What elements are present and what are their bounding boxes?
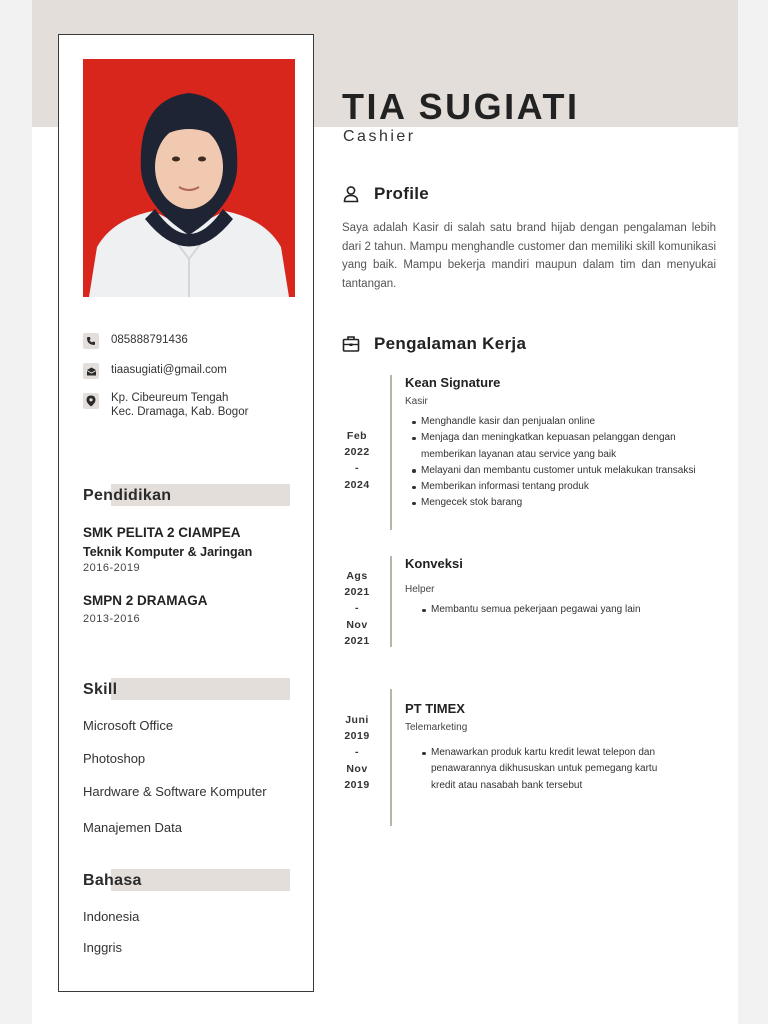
job-entry-3 bbox=[405, 701, 705, 794]
skill-item: Hardware & Software Komputer bbox=[83, 784, 267, 799]
duty-item: Menghandle kasir dan penjualan online bbox=[405, 414, 705, 430]
email-address: tiaasugiati@gmail.com bbox=[111, 364, 227, 376]
portrait-illustration bbox=[83, 59, 295, 297]
briefcase-icon bbox=[342, 335, 360, 353]
profile-photo bbox=[83, 59, 295, 297]
job-position: Kasir bbox=[405, 396, 428, 407]
job-position: Telemarketing bbox=[405, 722, 468, 733]
duty-item: Memberikan informasi tentang produk bbox=[405, 479, 705, 495]
duty-item: Menjaga dan meningkatkan kepuasan pelanggan dengan memberikan layanan atau service yang baik bbox=[405, 430, 705, 463]
contact-address bbox=[83, 391, 303, 419]
education-years-2: 2013-2016 bbox=[83, 613, 141, 625]
language-item: Indonesia bbox=[83, 909, 140, 924]
contact-phone bbox=[83, 333, 303, 349]
address-line-2: Kec. Dramaga, Kab. Bogor bbox=[111, 406, 249, 418]
profile-heading: Profile bbox=[342, 184, 429, 204]
education-heading: Pendidikan bbox=[83, 484, 290, 506]
skill-item: Microsoft Office bbox=[83, 718, 174, 733]
job-entry-1 bbox=[405, 375, 705, 512]
timeline-line-2 bbox=[390, 556, 392, 647]
education-years-1: 2016-2019 bbox=[83, 562, 141, 574]
duty-item: Melayani dan membantu customer untuk melakukan transaksi bbox=[405, 463, 705, 479]
timeline-line-3 bbox=[390, 689, 392, 826]
sidebar bbox=[58, 34, 314, 992]
job-entry-2 bbox=[405, 556, 705, 618]
language-heading: Bahasa bbox=[83, 869, 290, 891]
phone-icon bbox=[83, 333, 99, 349]
language-item: Inggris bbox=[83, 940, 123, 955]
user-icon bbox=[342, 185, 360, 203]
profile-summary: Saya adalah Kasir di salah satu brand hijab dengan pengalaman lebih dari 2 tahun. Mampu menghandle customer dan memiliki skill komunikasi yang baik. Mampu bekerja mandiri maupun dalam tim dan menyukai tantangan. bbox=[342, 222, 716, 290]
company-name: PT TIMEX bbox=[405, 701, 465, 716]
job-duties bbox=[405, 414, 705, 512]
address-line-1: Kp. Cibeureum Tengah bbox=[111, 392, 229, 404]
contact-email bbox=[83, 363, 303, 379]
location-pin-icon bbox=[83, 393, 99, 409]
job-position: Helper bbox=[405, 584, 435, 595]
education-school-1: SMK PELITA 2 CIAMPEA bbox=[83, 525, 241, 540]
mail-icon bbox=[83, 363, 99, 379]
resume-page bbox=[32, 0, 738, 1024]
education-major-1: Teknik Komputer & Jaringan bbox=[83, 545, 253, 559]
skill-heading: Skill bbox=[83, 678, 290, 700]
skill-item: Manajemen Data bbox=[83, 820, 182, 835]
education-school-2: SMPN 2 DRAMAGA bbox=[83, 593, 208, 608]
company-name: Kean Signature bbox=[405, 375, 501, 390]
duty-item: Mengecek stok barang bbox=[405, 495, 705, 511]
job-date-3: Juni 2019 - Nov 2019 bbox=[344, 714, 370, 791]
duty-item: Menawarkan produk kartu kredit lewat telepon dan penawarannya dikhususkan untuk pemegang kartu kredit atau nasabah bank tersebut bbox=[415, 745, 677, 794]
duty-item: Membantu semua pekerjaan pegawai yang lain bbox=[415, 602, 705, 618]
experience-heading: Pengalaman Kerja bbox=[342, 334, 526, 354]
person-name: TIA SUGIATI bbox=[342, 86, 580, 127]
job-duties bbox=[405, 602, 705, 618]
job-role: Cashier bbox=[343, 128, 416, 145]
job-date-1: Feb 2022 - 2024 bbox=[344, 430, 370, 491]
job-date-2: Ags 2021 - Nov 2021 bbox=[344, 570, 370, 647]
timeline-line-1 bbox=[390, 375, 392, 530]
phone-number: 085888791436 bbox=[111, 334, 188, 346]
skill-item: Photoshop bbox=[83, 751, 146, 766]
job-duties bbox=[405, 745, 705, 794]
company-name: Konveksi bbox=[405, 556, 463, 571]
